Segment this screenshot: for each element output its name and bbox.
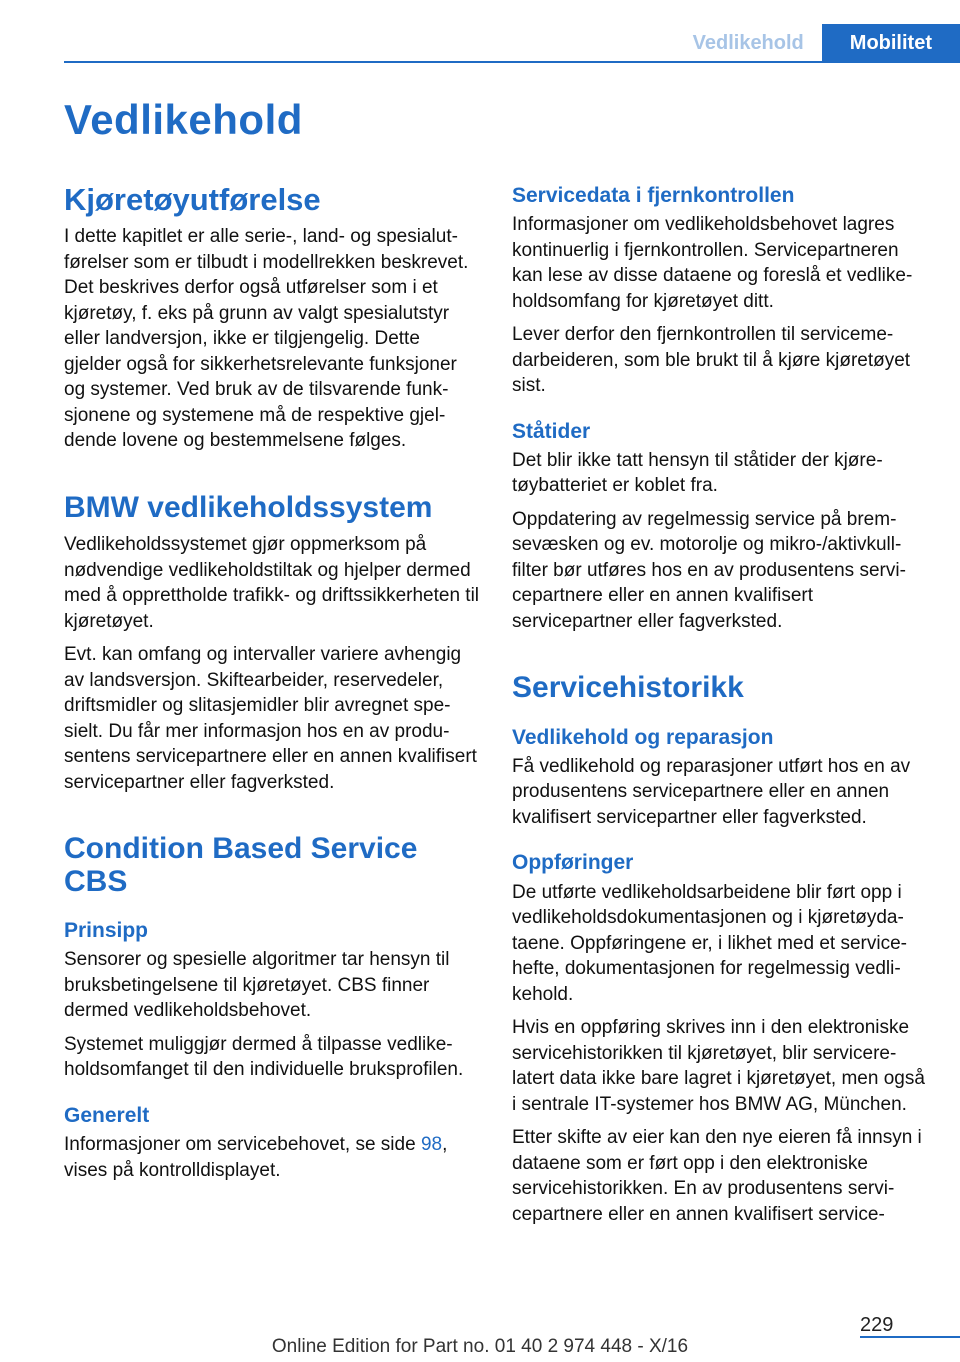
paragraph: Hvis en oppføring skrives inn i den elektroniske servicehistorikken til kjøretøyet, blir servicerelatert data ikke bare lagret i kjøretøyet, men også i sentrale IT-systemer hos BMW AG, München. bbox=[512, 1017, 925, 1115]
paragraph-with-link bbox=[64, 1132, 480, 1183]
page-number: 229 bbox=[860, 1314, 894, 1336]
paragraph: Systemet muliggjør dermed å tilpasse vedlikeholdsomfanget til den individuelle bruksprofilen. bbox=[64, 1033, 464, 1081]
paragraph: Det blir ikke tatt hensyn til ståtider der kjøretøybatteriet er koblet fra. bbox=[512, 449, 883, 497]
heading-servicehistorikk: Servicehistorikk bbox=[512, 671, 744, 705]
paragraph: Sensorer og spesielle algoritmer tar hensyn til bruksbetingelsene til kjøretøyet. CBS finner dermed vedlikeholdsbehovet. bbox=[64, 949, 450, 1022]
page-title: Vedlikehold bbox=[64, 96, 303, 143]
paragraph: Informasjoner om vedlikeholdsbehovet lagres kontinuerlig i fjernkontrollen. Servicepartneren kan lese av disse dataene og foreslå et vedlikeholdsomfang for kjøretøyet ditt. bbox=[512, 214, 913, 312]
subheading-generelt: Generelt bbox=[64, 1103, 150, 1127]
subheading-prinsipp: Prinsipp bbox=[64, 919, 149, 943]
heading-condition-based-service: Condition Based Service CBS bbox=[64, 832, 418, 898]
paragraph: Oppdatering av regelmessig service på bremsevæsken og ev. motorolje og mikro-/aktivkullfilter bør utføres hos en av produsentens servicepartnere eller en annen kvalifisert servicepartner eller fagverksted. bbox=[512, 508, 906, 632]
paragraph: De utførte vedlikeholdsarbeidene blir ført opp i vedlikeholdsdokumentasjonen og i kjøretøydataene. Oppføringene er, i likhet med et servicehefte, dokumentasjonen for regelmessig vedlikehold. bbox=[512, 881, 907, 1005]
tab-mobilitet[interactable]: Mobilitet bbox=[822, 24, 960, 62]
paragraph: Vedlikeholdssystemet gjør oppmerksom på nødvendige vedlikeholdstiltak og hjelper dermed med å opprettholde trafikk- og driftssikkerheten til kjøretøyet. bbox=[64, 534, 480, 632]
header-divider bbox=[64, 61, 960, 63]
right-column bbox=[512, 183, 928, 1235]
heading-bmw-vedlikeholdssystem: BMW vedlikeholdssystem bbox=[64, 490, 433, 524]
paragraph: Evt. kan omfang og intervaller variere avhengig av landsversjon. Skiftearbeider, reservedeler, driftsmidler og slitasjemidler blir avregnet spesielt. Du får mer informasjon hos en av produsentens servicepartnere eller en annen kvalifisert servicepartner eller fagverksted. bbox=[64, 644, 477, 793]
paragraph: Lever derfor den fjernkontrollen til servicemedarbeideren, som ble brukt til å kjøre kjøretøyet sist. bbox=[512, 324, 911, 397]
page-reference-link[interactable]: 98 bbox=[420, 1134, 443, 1156]
subheading-servicedata: Servicedata i fjernkontrollen bbox=[512, 184, 795, 207]
footer-edition-text: Online Edition for Part no. 01 40 2 974 448 - X/16 bbox=[271, 1336, 689, 1357]
paragraph: I dette kapitlet er alle serie-, land- og spesialutførelser som er tilbudt i modellrekken beskrevet. Det beskrives derfor også utførelser som i et kjøretøy, f. eks på grunn av valgt spesialutstyr eller landversjon, ikke er tilgjengelig. Dette gjelder også for sikkerhetsrelevante funksjoner og systemer. Ved bruk av de tilsvarende funksjonene og systemene må de respektive gjeldende lovene og bestemmelsene følges. bbox=[64, 226, 469, 452]
subheading-vedlikehold-og-reparasjon: Vedlikehold og reparasjon bbox=[512, 725, 774, 749]
tab-vedlikehold[interactable]: Vedlikehold bbox=[675, 24, 822, 62]
text: Informasjoner om servicebehovet, se side bbox=[64, 1134, 421, 1156]
paragraph: Etter skifte av eier kan den nye eieren få innsyn i dataene som er ført opp i den elektroniske servicehistorikken. En av produsentens servicepartnere eller en annen kvalifisert service- bbox=[512, 1127, 922, 1225]
paragraph: Få vedlikehold og reparasjoner utført hos en av produsentens servicepartnere eller en annen kvalifisert servicepartner eller fagverksted. bbox=[512, 755, 911, 828]
text: , vises på kontrolldisplayet. bbox=[64, 1134, 448, 1181]
subheading-oppforinger: Oppføringer bbox=[512, 851, 634, 875]
heading-kjoretoyutforelse: Kjøretøyutførelse bbox=[64, 182, 321, 217]
header-tabs bbox=[675, 24, 960, 62]
subheading-statider: Ståtider bbox=[512, 419, 591, 443]
left-column bbox=[64, 183, 480, 1191]
